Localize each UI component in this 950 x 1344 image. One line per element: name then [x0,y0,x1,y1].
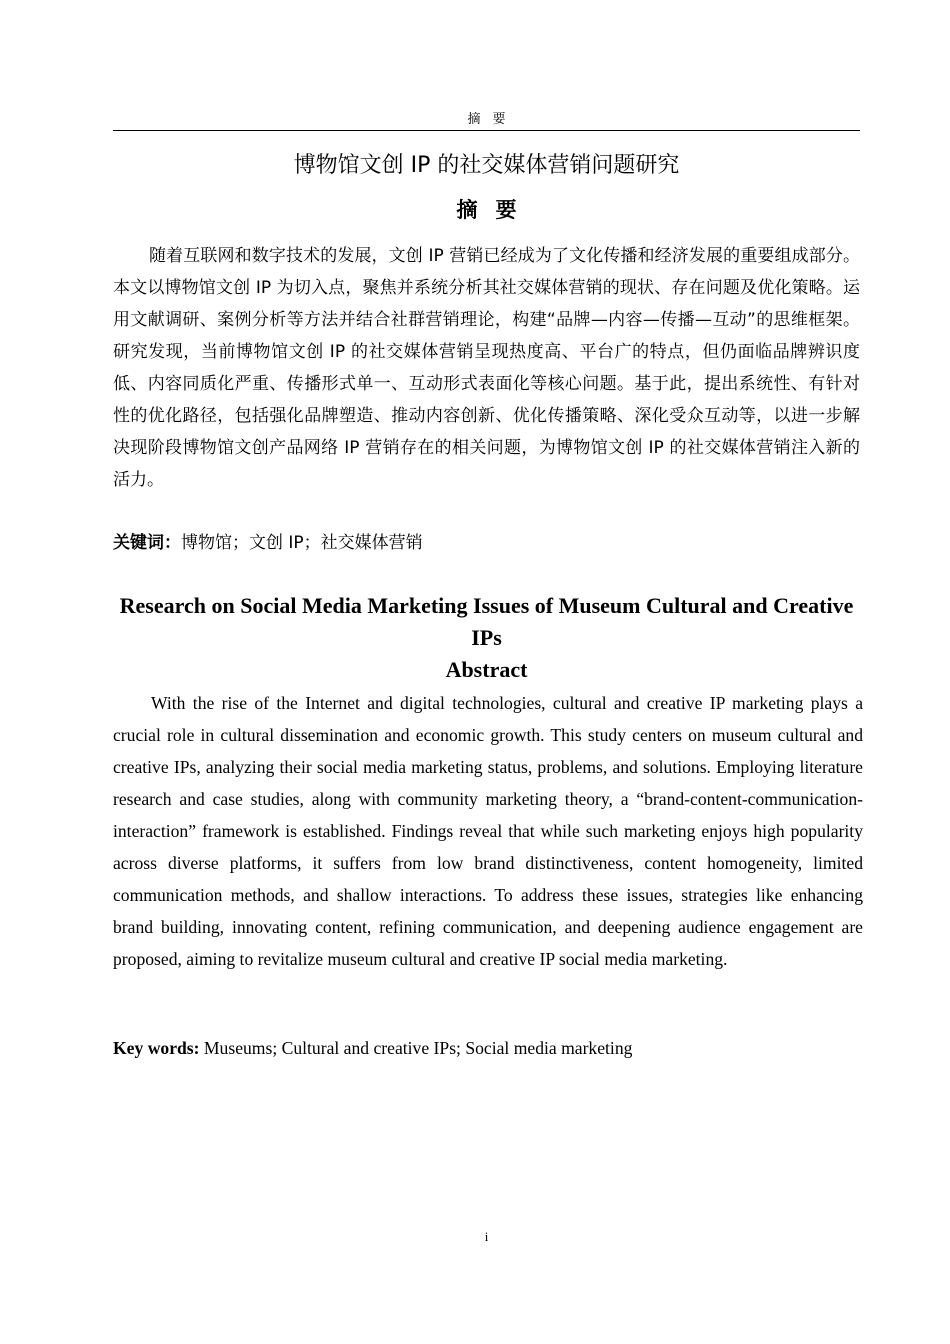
header-rule [113,130,860,131]
page-number: i [484,1229,489,1244]
chinese-keywords [113,528,860,558]
chinese-abstract-body: 随着互联网和数字技术的发展，文创 IP 营销已经成为了文化传播和经济发展的重要组成部分。本文以博物馆文创 IP 为切入点，聚焦并系统分析其社交媒体营销的现状、存在问题及优化策略。运用文献调研、案例分析等方法并结合社群营销理论，构建“品牌—内容—传播—互动”的思维框架。研究发现，当前博物馆文创 IP 的社交媒体营销呈现热度高、平台广的特点，但仍面临品牌辨识度低、内容同质化严重、传播形式单一、互动形式表面化等核心问题。基于此，提出系统性、有针对性的优化路径，包括强化品牌塑造、推动内容创新、优化传播策略、深化受众互动等，以进一步解决现阶段博物馆文创产品网络 IP 营销存在的相关问题，为博物馆文创 IP 的社交媒体营销注入新的活力。 [113,246,860,490]
running-header: 摘要 [467,112,518,127]
english-title: Research on Social Media Marketing Issues of Museum Cultural and Creative IPs [119,593,854,650]
chinese-keywords-label: 关键词： [113,533,181,553]
english-abstract-heading: Abstract [445,657,528,682]
english-abstract-body: With the rise of the Internet and digital technologies, cultural and creative IP marketing plays a crucial role in cultural dissemination and economic growth. This study centers on museum cultural and creative IPs, analyzing their social media marketing status, problems, and solutions. Employing literature research and case studies, along with community marketing theory, a “brand-content-communication-interaction” framework is established. Findings reveal that while such marketing enjoys high popularity across diverse platforms, it suffers from low brand distinctiveness, content homogeneity, limited communication methods, and shallow interactions. To address these issues, strategies like enhancing brand building, innovating content, refining communication, and deepening audience engagement are proposed, aiming to revitalize museum cultural and creative IP social media marketing. [113,693,863,969]
english-keywords-label: Key words: [113,1038,200,1058]
english-keywords-text: Museums; Cultural and creative IPs; Social media marketing [203,1038,633,1058]
english-keywords [113,1033,860,1063]
chinese-title: 博物馆文创 IP 的社交媒体营销问题研究 [293,153,680,178]
chinese-keywords-text: 博物馆；文创 IP；社交媒体营销 [181,533,423,553]
chinese-abstract-heading: 摘要 [456,198,535,222]
